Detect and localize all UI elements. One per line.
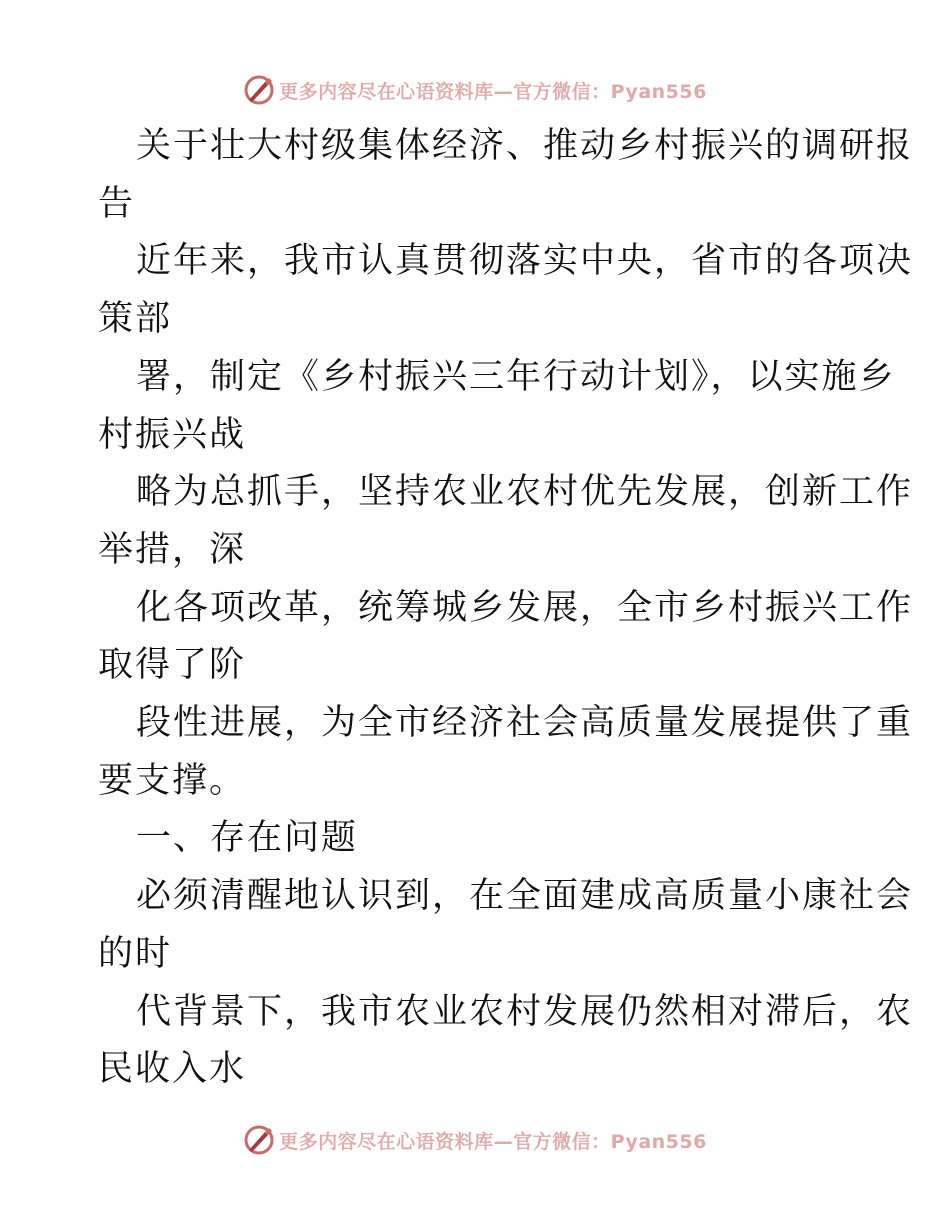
document-line: 代背景下，我市农业农村发展仍然相对滞后，农: [136, 991, 914, 1032]
document-line: 署，制定《乡村振兴三年行动计划》，以实施乡: [136, 356, 896, 397]
document-line: 策部: [98, 299, 173, 340]
footer-watermark: [0, 1120, 950, 1160]
watermark-text: 更多内容尽在心语资料库—官方微信：Pyan556: [279, 80, 707, 103]
document-line: 近年来，我市认真贯彻落实中央，省市的各项决: [136, 241, 914, 282]
document-line: 段性进展，为全市经济社会高质量发展提供了重: [136, 703, 914, 744]
document-line: 的时: [98, 933, 173, 974]
document-line: 要支撑。: [98, 760, 247, 801]
document-line: 告: [98, 183, 136, 224]
pen-circle-logo-icon: [243, 1124, 275, 1156]
document-line: 关于壮大村级集体经济、推动乡村振兴的调研报: [136, 126, 914, 166]
document-line: 略为总抓手，坚持农业农村优先发展，创新工作: [136, 472, 914, 513]
document-line: 取得了阶: [98, 645, 247, 686]
document-line: 化各项改革，统筹城乡发展，全市乡村振兴工作: [136, 587, 914, 628]
document-line: 民收入水: [98, 1049, 247, 1090]
document-line: 一、存在问题: [136, 818, 359, 859]
document-line: 村振兴战: [98, 414, 247, 455]
pen-circle-logo-icon: [243, 74, 275, 106]
document-line: 必须清醒地认识到，在全面建成高质量小康社会: [136, 876, 914, 917]
watermark-text: 更多内容尽在心语资料库—官方微信：Pyan556: [279, 1130, 707, 1153]
document-body: [98, 118, 914, 1099]
header-watermark: [0, 70, 950, 110]
document-line: 举措，深: [98, 529, 247, 570]
